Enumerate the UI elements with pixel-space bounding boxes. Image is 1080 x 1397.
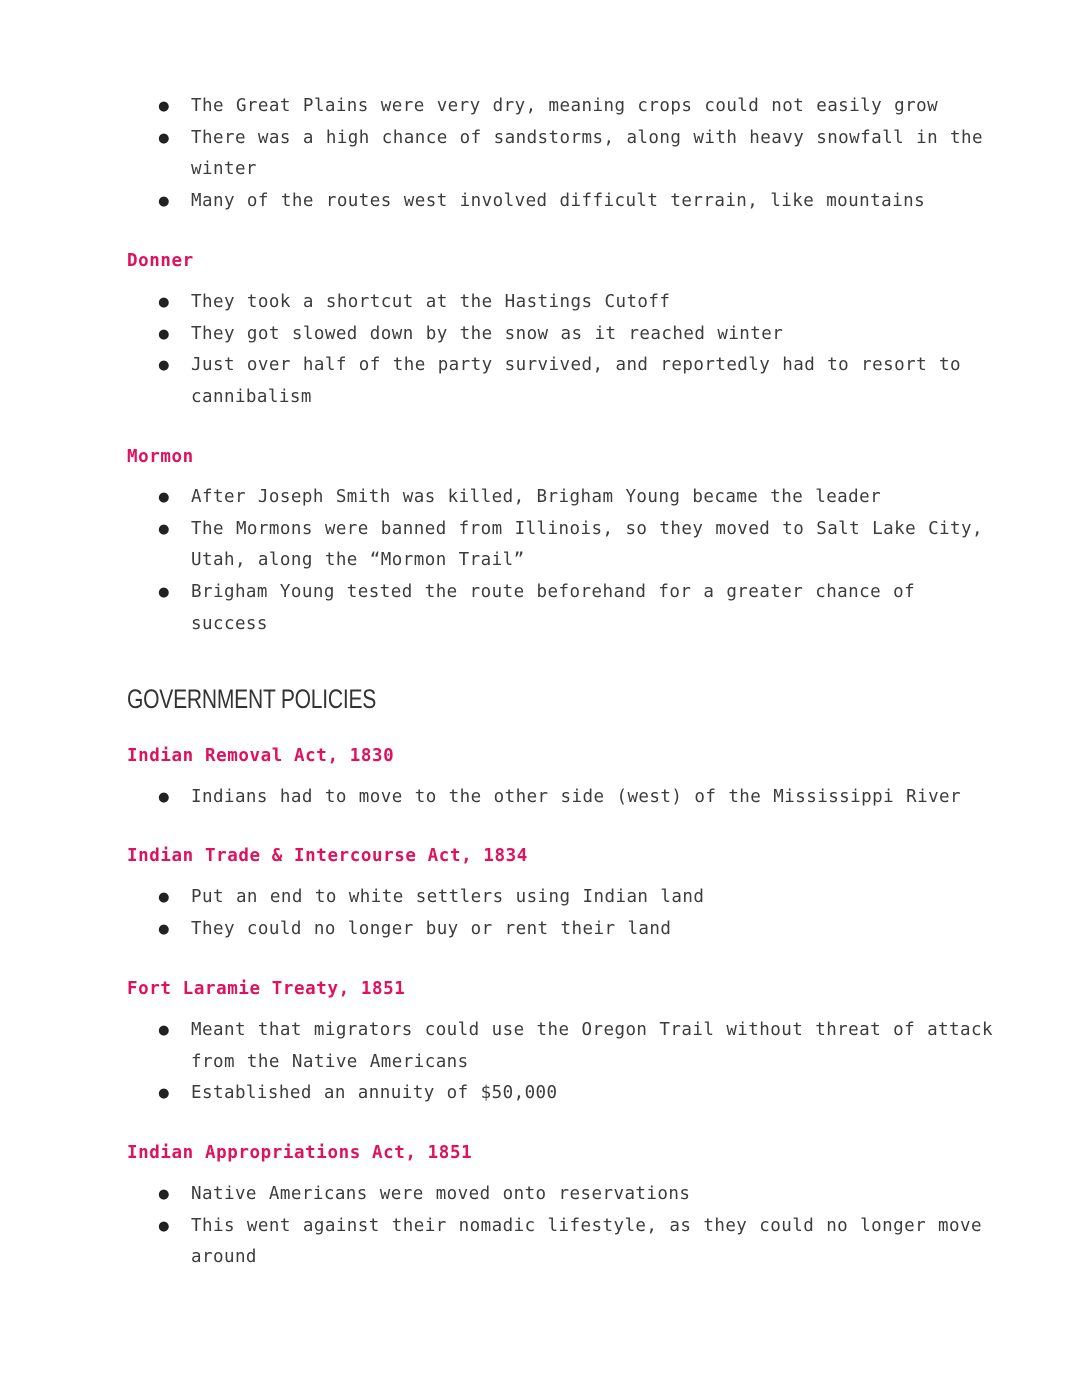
bullet-text-line: Many of the routes west involved difficult terrain, like mountains — [191, 191, 926, 212]
bullet-dot-icon: ● — [158, 1023, 170, 1038]
bullet-item — [0, 482, 961, 514]
bullet-dot-icon: ● — [158, 790, 170, 805]
bullet-dot-icon: ● — [158, 99, 170, 114]
indian-appropriations-act-bullet-list — [0, 1179, 982, 1274]
bullet-dot-icon: ● — [158, 295, 170, 310]
bullet-dot-icon: ● — [158, 521, 170, 537]
bullet-item — [0, 123, 983, 186]
donner-bullet-list — [0, 287, 961, 414]
indian-removal-act-bullet-list — [0, 782, 961, 814]
bullet-text-line: Just over half of the party survived, and reportedly had to resort to — [191, 355, 962, 376]
bullet-item — [0, 1078, 961, 1110]
bullet-dot-icon: ● — [158, 130, 170, 146]
bullet-text-line: Brigham Young tested the route beforehand for a greater chance of — [191, 582, 916, 603]
bullet-dot-icon: ● — [158, 1187, 170, 1202]
mormon-bullet-list — [0, 482, 983, 641]
bullet-text-line: There was a high chance of sandstorms, along with heavy snowfall in the — [191, 127, 983, 148]
bullet-dot-icon: ● — [158, 921, 170, 937]
bullet-text-line: Put an end to white settlers using Indian land — [191, 887, 705, 907]
bullet-text-line: winter — [191, 159, 257, 180]
bullet-text-line: from the Native Americans — [191, 1051, 469, 1072]
bullet-text-line: They could no longer buy or rent their land — [191, 918, 672, 939]
bullet-text-line: Established an annuity of $50,000 — [191, 1083, 558, 1104]
mormon-heading: Mormon — [127, 447, 194, 467]
bullet-item — [0, 1211, 982, 1274]
bullet-dot-icon: ● — [158, 490, 170, 505]
bullet-dot-icon: ● — [158, 326, 170, 342]
bullet-dot-icon: ● — [158, 890, 170, 905]
fort-laramie-treaty-bullet-list — [0, 1015, 993, 1110]
bullet-item — [0, 186, 961, 218]
bullet-text-line: They took a shortcut at the Hastings Cutoff — [191, 292, 671, 312]
bullet-text-line: Indians had to move to the other side (west) of the Mississippi River — [191, 787, 962, 807]
bullet-text-line: cannibalism — [191, 387, 312, 408]
bullet-text-line: The Great Plains were very dry, meaning crops could not easily grow — [191, 96, 939, 116]
bullet-item — [0, 319, 961, 351]
indian-appropriations-act-heading: Indian Appropriations Act, 1851 — [127, 1143, 473, 1163]
bullet-text-line: Native Americans were moved onto reservations — [191, 1184, 691, 1204]
indian-trade-act-heading: Indian Trade & Intercourse Act, 1834 — [127, 846, 528, 866]
bullet-item — [0, 882, 961, 914]
indian-trade-act-bullet-list — [0, 882, 961, 945]
indian-removal-act-heading: Indian Removal Act, 1830 — [127, 746, 395, 766]
bullet-item — [0, 91, 961, 123]
bullet-text-line: The Mormons were banned from Illinois, so they moved to Salt Lake City, — [191, 518, 983, 539]
bullet-item — [0, 1179, 961, 1211]
bullet-text-line: Meant that migrators could use the Oregon Trail without threat of attack — [191, 1020, 993, 1040]
government-policies-title: GOVERNMENT POLICIES — [127, 684, 377, 714]
bullet-item — [0, 287, 961, 319]
bullet-dot-icon: ● — [158, 1086, 170, 1102]
bullet-dot-icon: ● — [158, 358, 170, 374]
bullet-item — [0, 577, 961, 640]
bullet-item — [0, 514, 983, 577]
bullet-item — [0, 914, 961, 946]
bullet-item — [0, 1015, 993, 1078]
donner-heading: Donner — [127, 251, 194, 271]
bullet-item — [0, 782, 961, 814]
bullet-text-line: They got slowed down by the snow as it reached winter — [191, 323, 784, 344]
bullet-dot-icon: ● — [158, 194, 170, 210]
bullet-dot-icon: ● — [158, 585, 170, 601]
bullet-text-line: This went against their nomadic lifestyle, as they could no longer move — [191, 1215, 982, 1236]
bullet-dot-icon: ● — [158, 1218, 170, 1234]
bullet-text-line: After Joseph Smith was killed, Brigham Young became the leader — [191, 487, 882, 507]
plains-bullet-list — [0, 91, 983, 218]
bullet-text-line: around — [191, 1247, 257, 1268]
bullet-item — [0, 350, 961, 413]
fort-laramie-treaty-heading: Fort Laramie Treaty, 1851 — [127, 979, 406, 999]
bullet-text-line: success — [191, 613, 268, 634]
bullet-text-line: Utah, along the “Mormon Trail” — [191, 550, 525, 571]
